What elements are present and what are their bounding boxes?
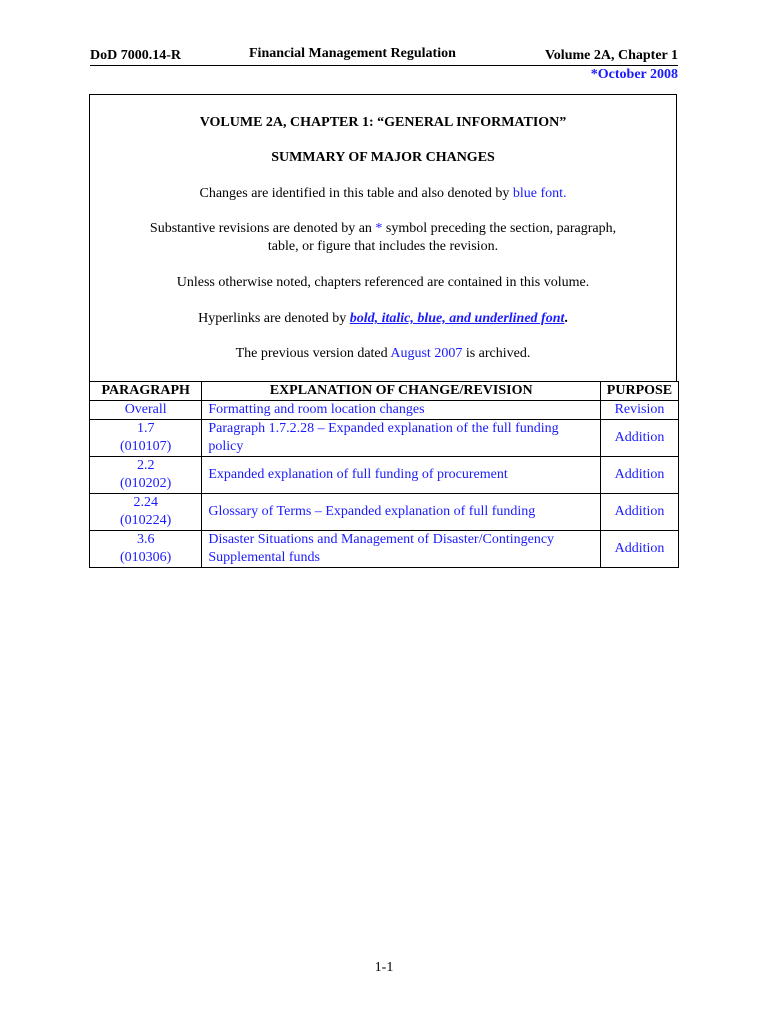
explanation-cell: Disaster Situations and Management of Disaster/Contingency Supplemental funds [202,531,601,568]
purpose-cell: Addition [600,420,678,457]
paragraph-number: 2.24 [133,495,158,510]
blue-font-note [90,185,676,203]
blue-font-sample: blue font [512,186,563,201]
page-header [90,46,678,84]
summary-heading: SUMMARY OF MAJOR CHANGES [271,150,495,165]
paragraph-code: (010107) [120,439,172,454]
table-row [90,457,679,494]
doc-id: DoD 7000.14-R [90,48,181,63]
paragraph-number: 3.6 [136,532,155,547]
volume-chapter: Volume 2A, Chapter 1 [544,48,678,63]
note-period: . [563,186,567,201]
explanation-cell: Expanded explanation of full funding of procurement [202,457,601,494]
explanation-cell: Glossary of Terms – Expanded explanation of full funding [202,494,601,531]
purpose-cell: Addition [600,494,678,531]
chapter-title: VOLUME 2A, CHAPTER 1: “GENERAL INFORMATION” [199,115,567,130]
note-text: Changes are identified in this table and also denoted by [199,186,513,201]
table-row [90,401,679,420]
table-header-row [90,382,679,401]
note-text: The previous version dated [235,346,391,361]
asterisk-symbol: * [375,221,383,236]
paragraph-number: 1.7 [136,421,155,436]
paragraph-code: (010224) [120,513,172,528]
column-header-purpose: PURPOSE [600,382,678,401]
column-header-paragraph: PARAGRAPH [90,382,202,401]
revision-date: *October 2008 [590,67,678,82]
purpose-cell: Revision [600,401,678,420]
note-text: is archived. [462,346,531,361]
changes-table [89,381,679,568]
header-row [90,46,678,64]
paragraph-cell [90,531,202,568]
table-row [90,420,679,457]
hyperlink-sample[interactable]: bold, italic, blue, and underlined font [349,311,565,326]
paragraph-cell [90,494,202,531]
archive-note [90,345,676,363]
doc-title: Financial Management Regulation [249,46,456,61]
table-row [90,494,679,531]
asterisk-note-continued: table, or figure that includes the revision. [267,239,499,254]
paragraph-code: (010202) [120,476,172,491]
asterisk-note [90,220,676,238]
summary-box [89,94,677,382]
paragraph-cell [90,401,202,420]
explanation-cell: Formatting and room location changes [202,401,601,420]
column-header-explanation: EXPLANATION OF CHANGE/REVISION [202,382,601,401]
hyperlink-note [90,310,676,328]
purpose-cell: Addition [600,457,678,494]
paragraph-number: 2.2 [136,458,155,473]
purpose-cell: Addition [600,531,678,568]
paragraph-number: Overall [124,402,167,417]
table-row [90,531,679,568]
note-text: Substantive revisions are denoted by an [149,221,376,236]
paragraph-cell [90,457,202,494]
archived-version-date: August 2007 [390,346,463,361]
paragraph-cell [90,420,202,457]
note-period: . [564,311,568,326]
note-text: Hyperlinks are denoted by [198,311,350,326]
paragraph-code: (010306) [120,550,172,565]
note-text: symbol preceding the section, paragraph, [382,221,617,236]
chapters-note: Unless otherwise noted, chapters referenced are contained in this volume. [176,275,590,290]
explanation-cell: Paragraph 1.7.2.28 – Expanded explanation of the full funding policy [202,420,601,457]
page-number: 1-1 [374,960,394,975]
